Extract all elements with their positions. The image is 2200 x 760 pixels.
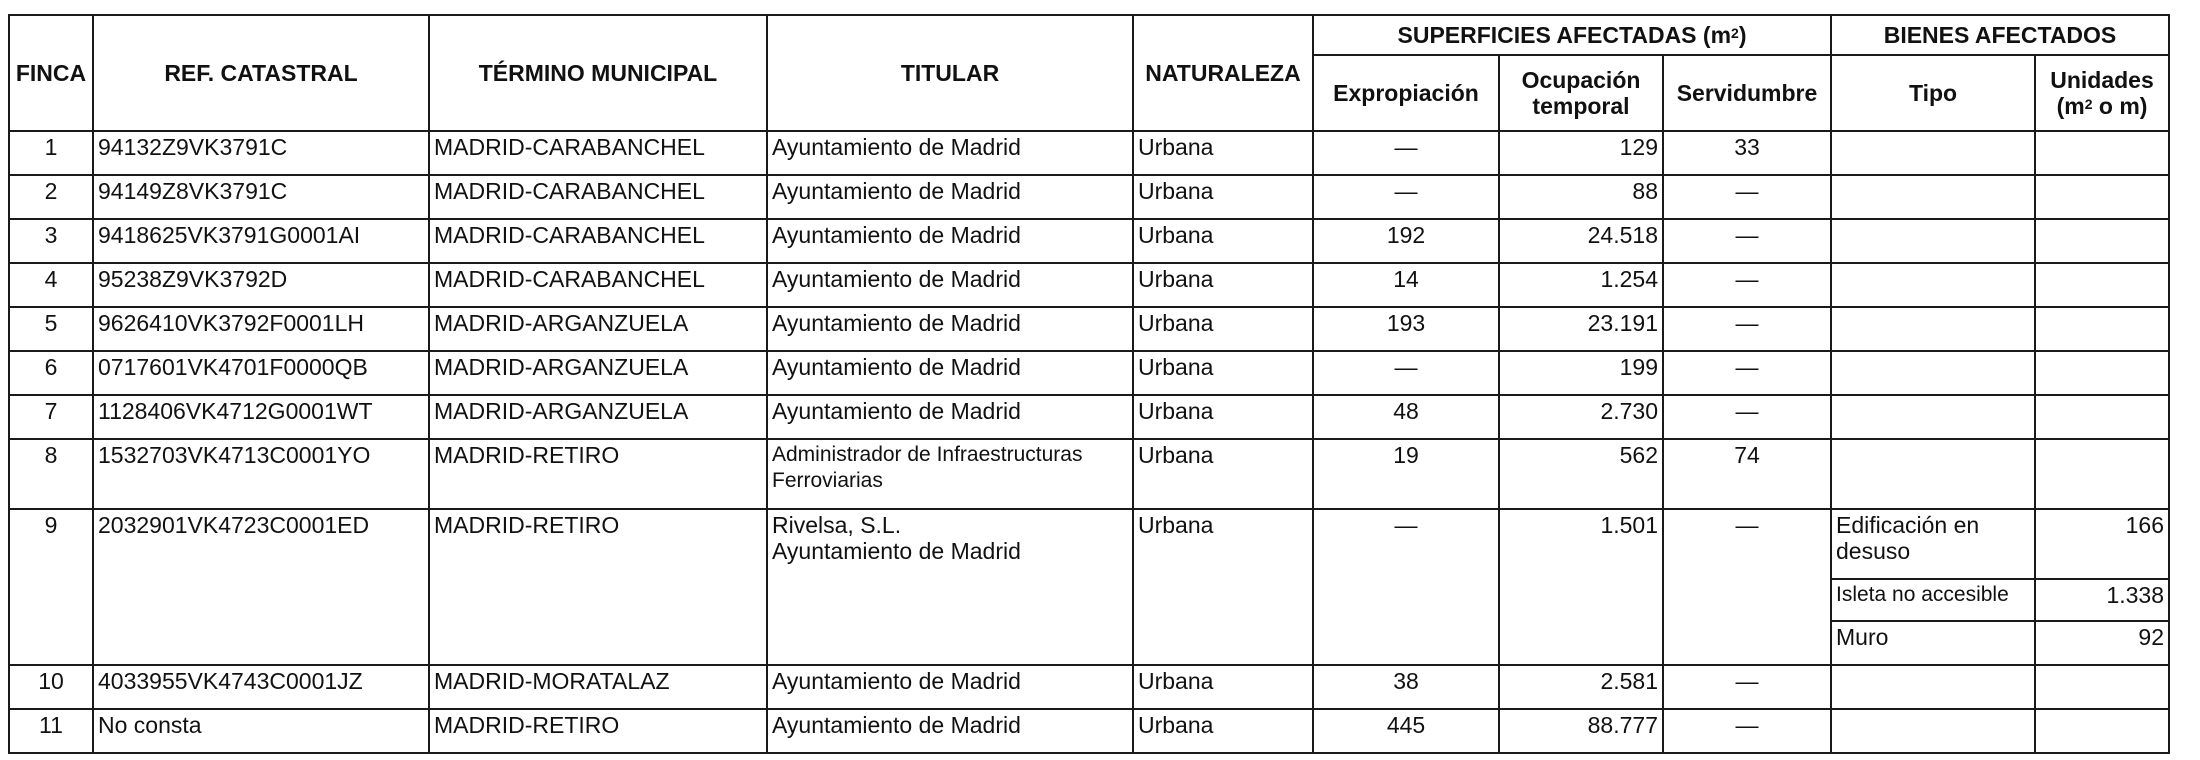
cell-finca: 3 (9, 219, 93, 263)
table-row (9, 709, 2169, 753)
cell-servidumbre: — (1663, 709, 1831, 753)
cell-titular: Ayuntamiento de Madrid (767, 351, 1133, 395)
header-expropiacion: Expropiación (1313, 55, 1499, 131)
header-tipo: Tipo (1831, 55, 2035, 131)
header-ocupacion-temporal: Ocupación temporal (1499, 55, 1663, 131)
cell-unidades (2035, 395, 2169, 439)
cell-titular: Ayuntamiento de Madrid (767, 131, 1133, 175)
cell-naturaleza: Urbana (1133, 307, 1313, 351)
table-row (9, 509, 2169, 579)
header-titular: TITULAR (767, 15, 1133, 131)
table-row (9, 395, 2169, 439)
header-termino-municipal: TÉRMINO MUNICIPAL (429, 15, 767, 131)
cell-tipo (1831, 509, 2035, 579)
table-row (9, 219, 2169, 263)
cell-expropiacion: 48 (1313, 395, 1499, 439)
cell-ref-catastral: 0717601VK4701F0000QB (93, 351, 429, 395)
cell-termino: MADRID-RETIRO (429, 709, 767, 753)
cell-tipo (1831, 219, 2035, 263)
titular-line-2: Ferroviarias (772, 469, 883, 492)
cell-naturaleza: Urbana (1133, 395, 1313, 439)
cell-servidumbre: — (1663, 665, 1831, 709)
cell-ocupacion: 88.777 (1499, 709, 1663, 753)
cell-servidumbre: — (1663, 263, 1831, 307)
cell-termino: MADRID-ARGANZUELA (429, 351, 767, 395)
cell-expropiacion: — (1313, 175, 1499, 219)
titular-line-2: Ayuntamiento de Madrid (772, 538, 1021, 564)
table-row (9, 131, 2169, 175)
cell-unidades: 92 (2035, 621, 2169, 665)
cell-finca: 8 (9, 439, 93, 509)
cell-servidumbre: — (1663, 219, 1831, 263)
cell-expropiacion: — (1313, 509, 1499, 665)
cell-ref-catastral: 1128406VK4712G0001WT (93, 395, 429, 439)
cell-naturaleza: Urbana (1133, 219, 1313, 263)
cell-ocupacion: 199 (1499, 351, 1663, 395)
cell-tipo (1831, 351, 2035, 395)
cell-naturaleza: Urbana (1133, 509, 1313, 665)
header-unidades: Unidades ($m^2$ o m) (2035, 55, 2169, 131)
table-row (9, 439, 2169, 509)
table-row (9, 665, 2169, 709)
header-bienes-afectados: BIENES AFECTADOS (1831, 15, 2169, 55)
cell-titular (767, 509, 1133, 665)
header-naturaleza: NATURALEZA (1133, 15, 1313, 131)
cell-servidumbre: — (1663, 175, 1831, 219)
cell-termino: MADRID-CARABANCHEL (429, 131, 767, 175)
cell-unidades (2035, 709, 2169, 753)
cell-naturaleza: Urbana (1133, 131, 1313, 175)
cell-tipo (1831, 709, 2035, 753)
cell-finca: 10 (9, 665, 93, 709)
header-row-1 (9, 15, 2169, 55)
cell-servidumbre: — (1663, 395, 1831, 439)
cell-ocupacion: 129 (1499, 131, 1663, 175)
header-servidumbre: Servidumbre (1663, 55, 1831, 131)
cell-ocupacion: 2.581 (1499, 665, 1663, 709)
cell-termino: MADRID-ARGANZUELA (429, 395, 767, 439)
cell-finca: 9 (9, 509, 93, 665)
cell-servidumbre: — (1663, 509, 1831, 665)
cell-ref-catastral: 1532703VK4713C0001YO (93, 439, 429, 509)
cell-finca: 11 (9, 709, 93, 753)
cell-titular: Ayuntamiento de Madrid (767, 665, 1133, 709)
cell-ref-catastral: 94132Z9VK3791C (93, 131, 429, 175)
cell-expropiacion: — (1313, 351, 1499, 395)
cell-titular: Ayuntamiento de Madrid (767, 219, 1133, 263)
cell-tipo (1831, 395, 2035, 439)
cell-termino: MADRID-CARABANCHEL (429, 263, 767, 307)
header-finca: FINCA (9, 15, 93, 131)
cell-tipo (1831, 131, 2035, 175)
cell-finca: 1 (9, 131, 93, 175)
cell-ocupacion: 1.254 (1499, 263, 1663, 307)
cell-unidades (2035, 219, 2169, 263)
cell-servidumbre: — (1663, 351, 1831, 395)
table-row (9, 175, 2169, 219)
cell-titular (767, 439, 1133, 509)
cell-servidumbre: — (1663, 307, 1831, 351)
table-row (9, 263, 2169, 307)
cell-unidades (2035, 439, 2169, 509)
cell-tipo (1831, 665, 2035, 709)
cell-unidades (2035, 175, 2169, 219)
cell-ref-catastral: No consta (93, 709, 429, 753)
cell-termino: MADRID-ARGANZUELA (429, 307, 767, 351)
cell-expropiacion: 192 (1313, 219, 1499, 263)
cell-tipo (1831, 175, 2035, 219)
cell-tipo: Isleta no accesible (1831, 579, 2035, 621)
cell-termino: MADRID-CARABANCHEL (429, 175, 767, 219)
cell-ocupacion: 24.518 (1499, 219, 1663, 263)
cell-ocupacion: 23.191 (1499, 307, 1663, 351)
header-ref-catastral: REF. CATASTRAL (93, 15, 429, 131)
cell-ref-catastral: 9626410VK3792F0001LH (93, 307, 429, 351)
cell-servidumbre: 33 (1663, 131, 1831, 175)
cell-naturaleza: Urbana (1133, 439, 1313, 509)
cell-titular: Ayuntamiento de Madrid (767, 175, 1133, 219)
cell-ref-catastral: 95238Z9VK3792D (93, 263, 429, 307)
cell-expropiacion: 445 (1313, 709, 1499, 753)
cell-naturaleza: Urbana (1133, 175, 1313, 219)
cell-ocupacion: 1.501 (1499, 509, 1663, 665)
cell-termino: MADRID-CARABANCHEL (429, 219, 767, 263)
cell-titular: Ayuntamiento de Madrid (767, 395, 1133, 439)
cell-expropiacion: 38 (1313, 665, 1499, 709)
tipo-line-2: desuso (1836, 538, 1911, 564)
cell-ref-catastral: 2032901VK4723C0001ED (93, 509, 429, 665)
cell-unidades: 1.338 (2035, 579, 2169, 621)
cell-expropiacion: — (1313, 131, 1499, 175)
cell-servidumbre: 74 (1663, 439, 1831, 509)
cell-unidades (2035, 131, 2169, 175)
cell-naturaleza: Urbana (1133, 665, 1313, 709)
cell-expropiacion: 19 (1313, 439, 1499, 509)
cell-ref-catastral: 94149Z8VK3791C (93, 175, 429, 219)
cell-unidades: 166 (2035, 509, 2169, 579)
cell-finca: 7 (9, 395, 93, 439)
document-page (8, 14, 2170, 754)
table-row (9, 307, 2169, 351)
cell-unidades (2035, 351, 2169, 395)
cell-unidades (2035, 307, 2169, 351)
cell-ref-catastral: 9418625VK3791G0001AI (93, 219, 429, 263)
cell-unidades (2035, 665, 2169, 709)
cell-finca: 2 (9, 175, 93, 219)
titular-line-1: Administrador de Infraestructuras (772, 443, 1083, 466)
cell-ocupacion: 88 (1499, 175, 1663, 219)
cell-titular: Ayuntamiento de Madrid (767, 709, 1133, 753)
cell-termino: MADRID-MORATALAZ (429, 665, 767, 709)
cell-unidades (2035, 263, 2169, 307)
cell-tipo: Muro (1831, 621, 2035, 665)
cell-termino: MADRID-RETIRO (429, 439, 767, 509)
cell-titular: Ayuntamiento de Madrid (767, 307, 1133, 351)
cell-finca: 5 (9, 307, 93, 351)
cell-ocupacion: 562 (1499, 439, 1663, 509)
cell-tipo (1831, 439, 2035, 509)
cell-naturaleza: Urbana (1133, 709, 1313, 753)
cell-ref-catastral: 4033955VK4743C0001JZ (93, 665, 429, 709)
cell-titular: Ayuntamiento de Madrid (767, 263, 1133, 307)
cell-tipo (1831, 307, 2035, 351)
cell-termino: MADRID-RETIRO (429, 509, 767, 665)
cell-finca: 4 (9, 263, 93, 307)
cell-tipo (1831, 263, 2035, 307)
cell-finca: 6 (9, 351, 93, 395)
tipo-line-1: Edificación en (1836, 512, 1980, 538)
affected-properties-table (8, 14, 2170, 754)
cell-ocupacion: 2.730 (1499, 395, 1663, 439)
cell-naturaleza: Urbana (1133, 351, 1313, 395)
cell-naturaleza: Urbana (1133, 263, 1313, 307)
cell-expropiacion: 14 (1313, 263, 1499, 307)
cell-expropiacion: 193 (1313, 307, 1499, 351)
table-row (9, 351, 2169, 395)
header-superficies-afectadas: SUPERFICIES AFECTADAS $(m^2)$ (1313, 15, 1831, 55)
titular-line-1: Rivelsa, S.L. (772, 512, 902, 538)
